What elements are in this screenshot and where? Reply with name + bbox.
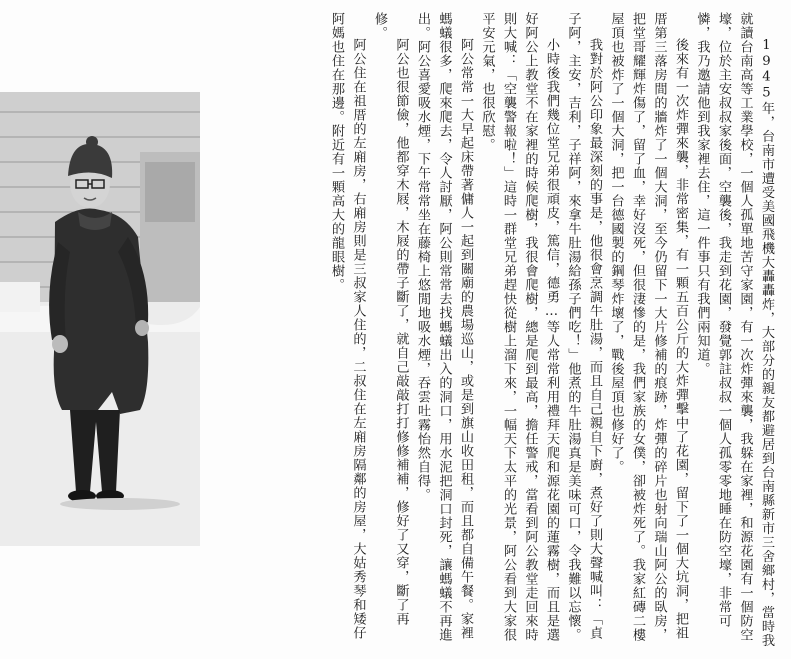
paragraph-1: 1945年，台南市遭受美國飛機大轟轟炸，大部分的親友都避居到台南縣新市三舍鄉村，當時我就讀台南高等工業學校，一個人孤單地苦守家園，有一次炸彈來襲，我躲在家裡，和源花園有一個防空壕，位於主安叔叔家後面，空襲後，我走到花園，發覺郭註叔叔一個人孤零零地睡在防空壕，非常可憐，我乃邀請他到我家裡去住，這一件事只有我們兩知道。 bbox=[694, 12, 774, 648]
photo-icon bbox=[0, 92, 200, 546]
paragraph-6: 阿公也很節儉，他都穿木屐，木屐的帶子斷了，就自己敲敲打打修修補補，修好了又穿，斷了再修。 bbox=[372, 12, 409, 627]
paragraph-3: 我對於阿公印象最深刻的事是，他很會烹調牛肚湯，而且自己親自下廚，煮好了則大聲喊叫：「貞子阿，主安，吉利，子祥阿，來拿牛肚湯給孫子們吃！」他煮的牛肚湯真是美味可口，令我難以忘懷。 bbox=[565, 12, 602, 642]
paragraph-5: 阿公常常一大早起床帶著傭人一起到關廟的農場巡山，或是到旗山收田租，而且都自備午餐。家裡螞蟻很多，爬來爬去，令人討厭，阿公則常常去找螞蟻出入的洞口，用水泥把洞口封死，讓螞蟻不再進出。阿公喜愛吸水煙，下午常常坐在藤椅上悠閒地吸水煙，吞雲吐霧怡然自得。 bbox=[415, 12, 473, 642]
paragraph-2: 後來有一次炸彈來襲，非常密集，有一顆五百公斤的大炸彈擊中了花園，留下了一個大坑洞，把祖厝第三落房間的牆炸了一個大洞，至今仍留下一大片修補的痕跡，炸彈的碎片也射向瑞山阿公的臥房，把堂哥耀輝炸傷了，留了血，幸好沒死，但很淒慘的是，我們家族的女僕，卻被炸死了。我家紅磚二樓屋頂也被炸了一個大洞，把一台德國製的鋼琴炸壞了，戰後屋頂也修好了。 bbox=[608, 12, 688, 642]
paragraph-7: 阿公住在祖厝的左廂房，右廂房則是三叔家人住的，二叔住在左廂房隔鄰的房屋，大姑秀琴和矮仔阿媽也住在那邊。附近有一顆高大的龍眼樹。 bbox=[329, 12, 366, 641]
portrait-photo bbox=[0, 92, 200, 546]
vertical-article-text bbox=[207, 12, 777, 652]
paragraph-4: 小時後我們幾位堂兄弟很頑皮，篤信，德勇…等人常常利用禮拜天爬和源花園的蓮霧樹，而且是選好阿公上教堂不在家裡的時候爬樹，我很會爬樹，總是爬到最高，擔任警戒，當看到阿公教堂走回來時則大喊：「空襲警報啦！」這時一群堂兄弟趕快從樹上溜下來，一幅天下太平的光景，阿公看到大家很平安元氣，也很欣慰。 bbox=[479, 12, 559, 643]
